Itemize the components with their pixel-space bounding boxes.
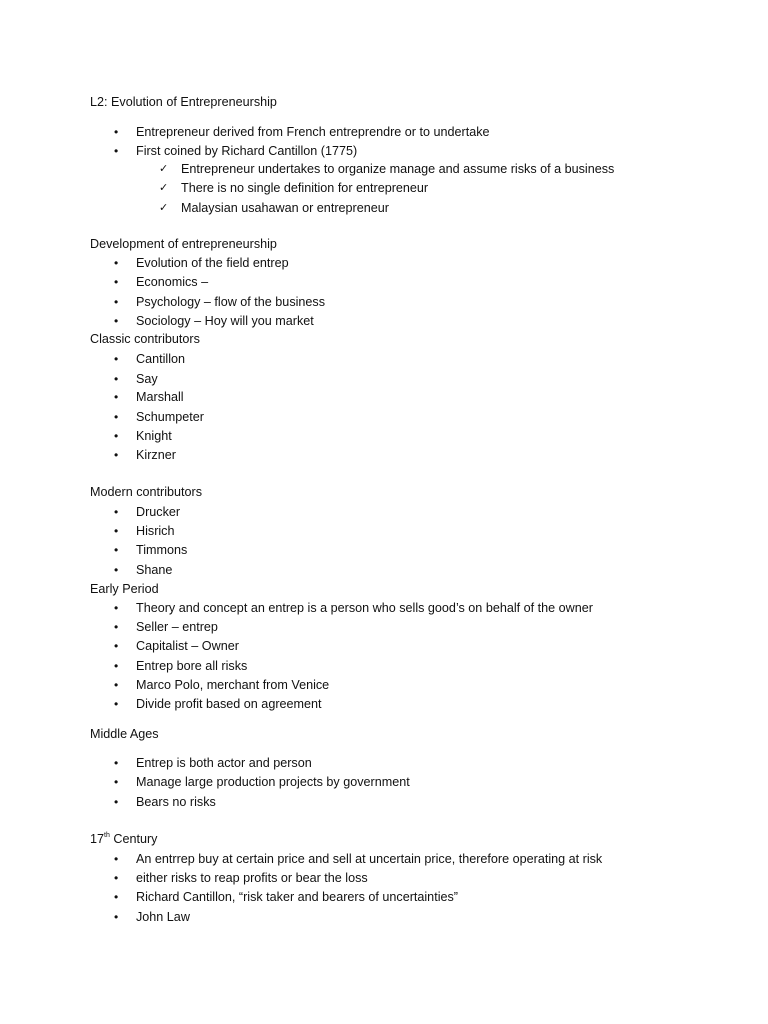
list-item: • Kirzner	[136, 447, 176, 463]
document-title: L2: Evolution of Entrepreneurship	[90, 95, 277, 109]
list-item: • Entrep is both actor and person	[136, 755, 312, 771]
list-item: • First coined by Richard Cantillon (1775)	[136, 143, 357, 159]
list-item: • An entrrep buy at certain price and sell at uncertain price, therefore operating at risk	[136, 851, 602, 867]
list-item: • Divide profit based on agreement	[136, 696, 322, 712]
list-item: • Timmons	[136, 542, 187, 558]
section-heading: Early Period	[90, 582, 159, 596]
check-item: ✓ There is no single definition for entrepreneur	[181, 180, 428, 196]
list-item: • Schumpeter	[136, 409, 204, 425]
list-item: • Manage large production projects by government	[136, 774, 410, 790]
list-item: • Entrepreneur derived from French entreprendre or to undertake	[136, 124, 490, 140]
list-item: • Marshall	[136, 389, 184, 405]
list-item: • Sociology – Hoy will you market	[136, 313, 314, 329]
check-item: ✓ Malaysian usahawan or entrepreneur	[181, 200, 389, 216]
century-suffix: th	[104, 831, 110, 839]
list-item: • Say	[136, 371, 158, 387]
section-heading: Development of entrepreneurship	[90, 237, 277, 251]
section-heading	[90, 831, 157, 847]
check-item: ✓ Entrepreneur undertakes to organize manage and assume risks of a business	[181, 161, 614, 177]
section-heading: Classic contributors	[90, 332, 200, 346]
century-number: 17	[90, 832, 105, 846]
section-heading: Middle Ages	[90, 727, 159, 741]
list-item: • Economics –	[136, 274, 208, 290]
list-item: • Capitalist – Owner	[136, 638, 239, 654]
section-heading: Modern contributors	[90, 485, 202, 499]
list-item: • Cantillon	[136, 351, 185, 367]
list-item: • Bears no risks	[136, 794, 216, 810]
list-item: • Evolution of the field entrep	[136, 255, 289, 271]
list-item: • Hisrich	[136, 523, 174, 539]
list-item: • Seller – entrep	[136, 619, 218, 635]
list-item: • Drucker	[136, 504, 180, 520]
list-item: • Shane	[136, 562, 172, 578]
list-item: • Knight	[136, 428, 172, 444]
list-item: • Psychology – flow of the business	[136, 294, 325, 310]
list-item: • John Law	[136, 909, 190, 925]
list-item: • either risks to reap profits or bear the loss	[136, 870, 368, 886]
list-item: • Richard Cantillon, “risk taker and bearers of uncertainties”	[136, 889, 458, 905]
list-item: • Marco Polo, merchant from Venice	[136, 677, 329, 693]
century-label: Century	[109, 832, 158, 846]
list-item: • Theory and concept an entrep is a person who sells good’s on behalf of the owner	[136, 600, 593, 616]
list-item: • Entrep bore all risks	[136, 658, 247, 674]
